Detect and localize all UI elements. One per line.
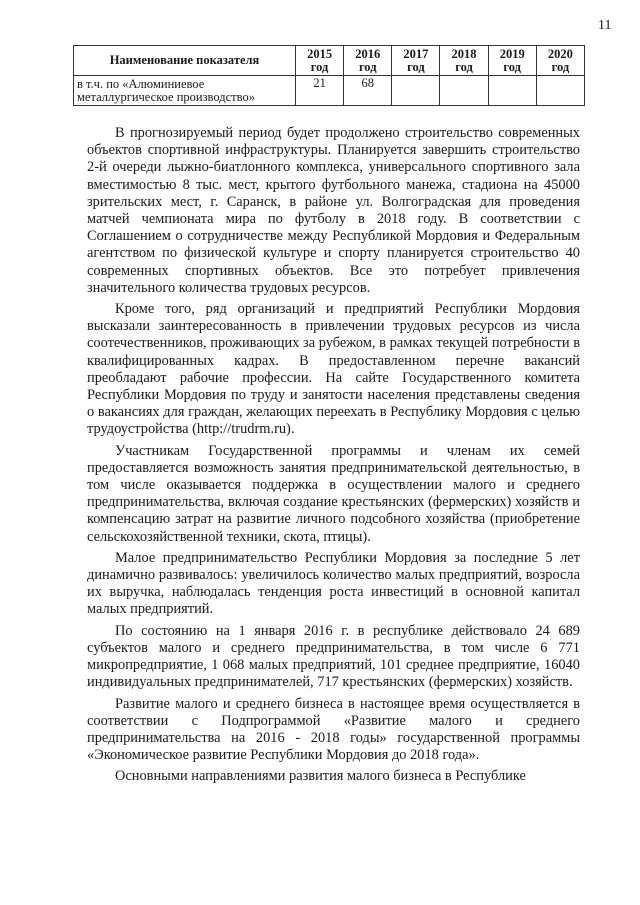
paragraph: В прогнозируемый период будет продолжено строительство современных объектов спортивной инфраструктуры. Планируется завершить строительство 2-й очереди лыжно-биатлонного комплекса, универсального спортивного зала вместимостью 8 тыс. мест, крытого футбольного манежа, стадиона на 45000 зрительских мест, г. Саранск, в районе ул. Волгоградская для проведения матчей чемпионата мира по футболу в 2018 году. В соответствии с Соглашением о сотрудничестве между Республикой Мордовия и Федеральным агентством по физической культуре и спорту планируется строительство 40 современных спортивных объектов. Все это потребует привлечения значительного количества трудовых ресурсов. [87,125,580,296]
paragraph: Малое предпринимательство Республики Мордовия за последние 5 лет динамично развивалось: увеличилось количество малых предприятий, возросла их выручка, наблюдалась тенденция роста инвестиций в основной капитал малых предприятий. [87,549,580,618]
page-number: 11 [598,18,612,33]
header-year: 2015 год [296,46,344,76]
header-year: 2020 год [536,46,584,76]
table-row [74,76,585,106]
header-indicator-name: Наименование показателя [74,46,296,76]
header-year: 2016 год [344,46,392,76]
table-cell [440,76,488,106]
document-body [87,125,580,786]
paragraph: По состоянию на 1 января 2016 г. в республике действовало 24 689 субъектов малого и среднего предпринимательства, в том числе 6 771 микропредприятие, 1 068 малых предприятий, 101 среднее предприятие, 16040 индивидуальных предпринимателей, 717 крестьянских (фермерских) хозяйств. [87,622,580,691]
header-year: 2018 год [440,46,488,76]
indicator-table [73,45,585,106]
row-label: в т.ч. по «Алюминиевое металлургическое производство» [74,76,296,106]
table-header-row [74,46,585,76]
paragraph: Основными направлениями развития малого бизнеса в Республике [115,768,526,785]
header-year: 2017 год [392,46,440,76]
paragraph: Кроме того, ряд организаций и предприятий Республики Мордовия высказали заинтересованность в привлечении трудовых ресурсов из числа соотечественников, проживающих за рубежом, в рамках текущей потребности в квалифицированных кадрах. В предоставленном перечне вакансий преобладают рабочие профессии. На сайте Государственного комитета Республики Мордовия по труду и занятости населения представлены сведения о вакансиях для граждан, желающих переехать в Республику Мордовия с целью трудоустройства (http://trudrm.ru). [87,301,580,438]
table-cell: 68 [344,76,392,106]
paragraph: Развитие малого и среднего бизнеса в настоящее время осуществляется в соответствии с Подпрограммой «Развитие малого и среднего предпринимательства на 2016 - 2018 годы» государственной программы «Экономическое развитие Республики Мордовия до 2018 года». [87,695,580,764]
paragraph: Участникам Государственной программы и членам их семей предоставляется возможность занятия предпринимательской деятельностью, в том числе оказывается поддержка в осуществлении малого и среднего предпринимательства, включая создание крестьянских (фермерских) хозяйств и компенсацию затрат на развитие личного подсобного хозяйства (приобретение сельскохозяйственной техники, скота, птицы). [87,442,580,545]
table-cell: 21 [296,76,344,106]
table-cell [488,76,536,106]
header-year: 2019 год [488,46,536,76]
table-cell [392,76,440,106]
table-cell [536,76,584,106]
